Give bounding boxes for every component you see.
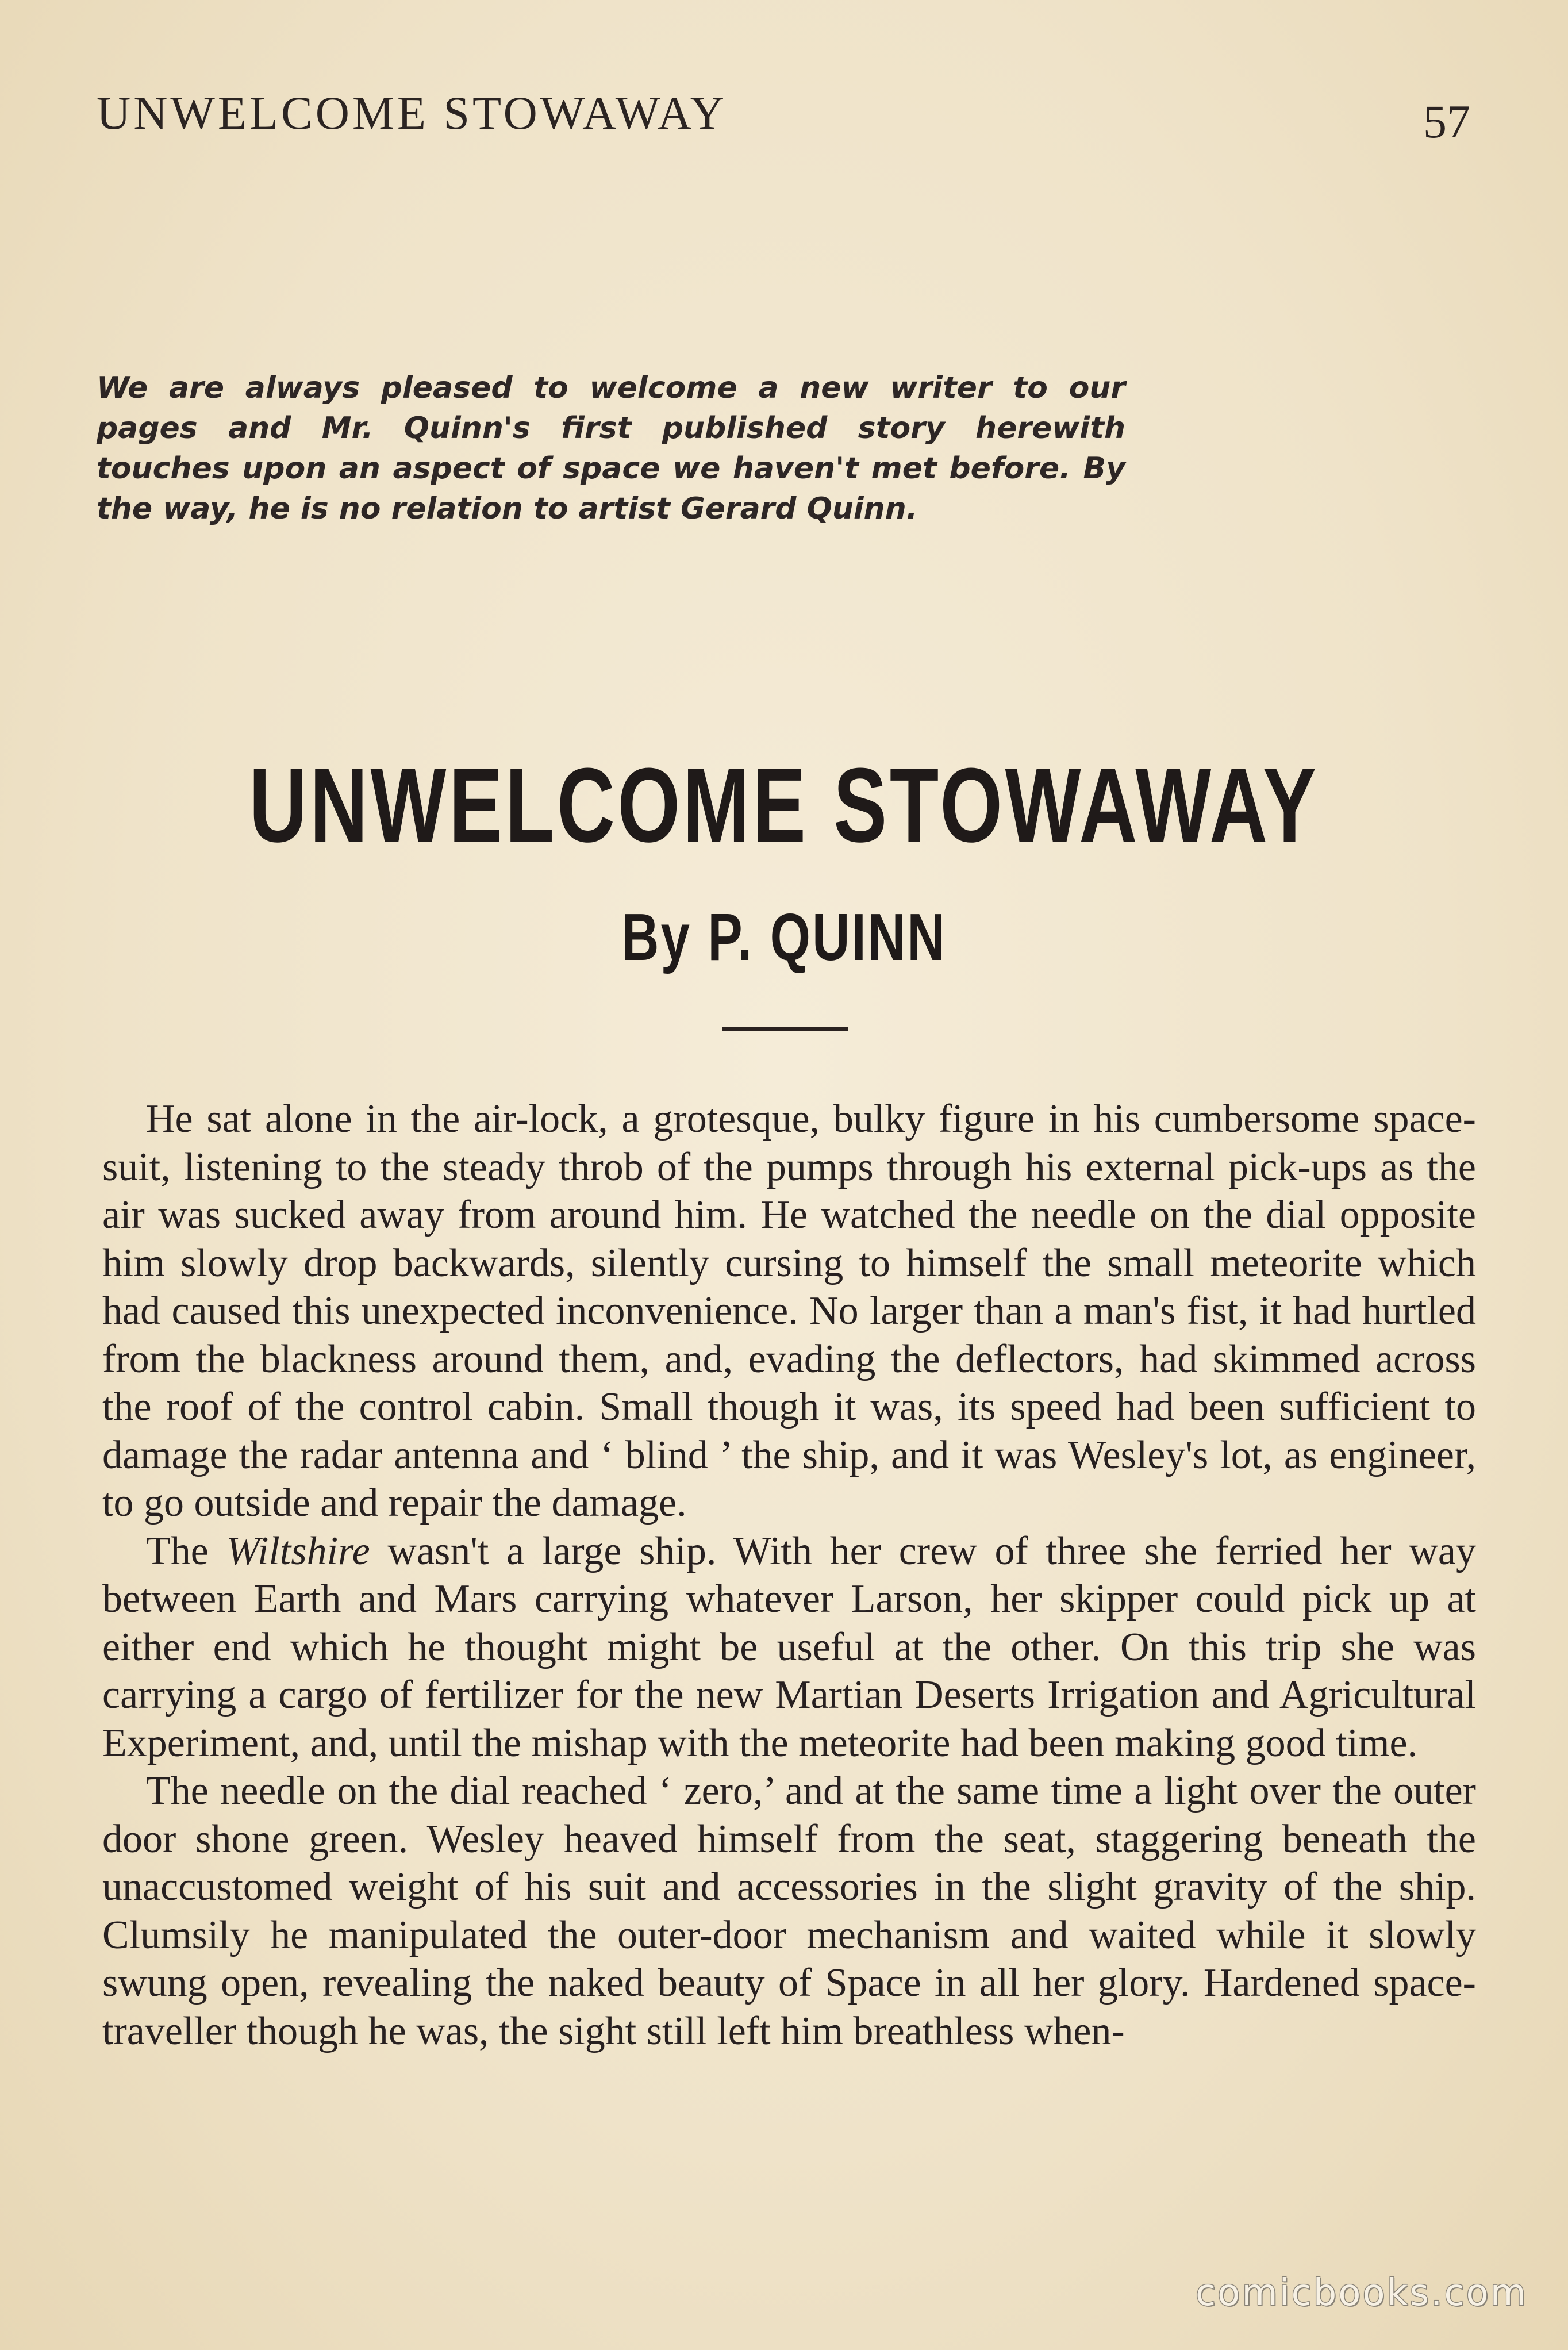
running-head-title: UNWELCOME STOWAWAY	[97, 87, 728, 139]
paragraph-text: The	[146, 1529, 226, 1573]
paragraph-text: wasn't a large ship. With her crew of three she ferried her way between Earth and Mars carrying whatever Larson, her skipper could pick up at either end which he thought might be useful at the other. On this trip she was carrying a cargo of fertilizer for the new Martian Deserts Irrigation and Agricultural Experiment, and, until the mishap with the meteorite had been making good time.	[102, 1529, 1476, 1765]
page-number: 57	[1423, 95, 1470, 148]
ship-name: Wiltshire	[226, 1529, 370, 1573]
editorial-intro: We are always pleased to welcome a new writer to our pages and Mr. Quinn's first published story herewith touches upon an aspect of space we haven't met before. By the way, he is no relation to artist Gerard Quinn.	[97, 371, 1125, 526]
story-body	[102, 1095, 1476, 2055]
watermark: comicbooks.com	[1195, 2272, 1528, 2314]
story-title: UNWELCOME STOWAWAY	[249, 746, 1319, 864]
story-byline: By P. QUINN	[621, 900, 947, 974]
title-divider-rule	[722, 1027, 848, 1031]
story-paragraph: He sat alone in the air-lock, a grotesque, bulky figure in his cumbersome space-suit, listening to the steady throb of the pumps through his external pick-ups as the air was sucked away from around him. He watched the needle on the dial opposite him slowly drop backwards, silently cursing to himself the small meteorite which had caused this unexpected inconvenience. No larger than a man's fist, it had hurtled from the blackness around them, and, evading the deflectors, had skimmed across the roof of the control cabin. Small though it was, its speed had been sufficient to damage the radar antenna and ‘ blind ’ the ship, and it was Wesley's lot, as engineer, to go outside and repair the damage.	[102, 1097, 1476, 1525]
story-paragraph	[102, 1527, 1476, 1768]
story-paragraph: The needle on the dial reached ‘ zero,’ and at the same time a light over the outer door shone green. Wesley heaved himself from the seat, staggering beneath the unaccustomed weight of his suit and accessories in the slight gravity of the ship. Clumsily he manipulated the outer-door mechanism and waited while it slowly swung open, revealing the naked beauty of Space in all her glory. Hardened space-traveller though he was, the sight still left him breathless when-	[102, 1769, 1476, 2053]
